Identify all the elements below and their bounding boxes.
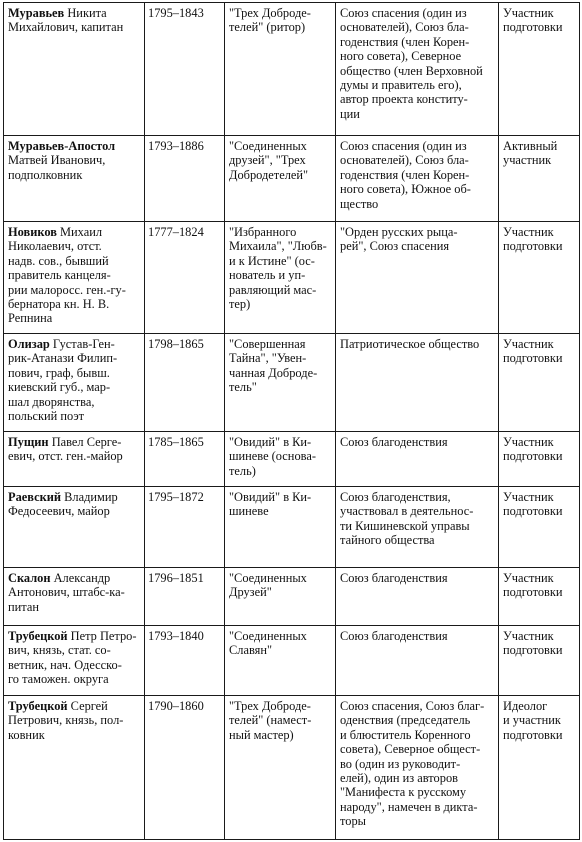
person-name-rank: Петр Петро- вич, князь, стат. со- ветник, нач. Одесско- го таможен. округа bbox=[8, 629, 137, 687]
decembrists-table bbox=[3, 2, 580, 840]
life-years-cell: 1798–1865 bbox=[145, 334, 225, 432]
person-surname: Новиков bbox=[8, 225, 57, 239]
person-cell bbox=[4, 626, 145, 696]
person-name-rank: Никита Михайлович, капитан bbox=[8, 6, 124, 35]
role-cell: Участник подготовки bbox=[499, 3, 580, 136]
secret-societies-cell: Союз спасения (один из основателей), Союз бла- годенствия (член Корен- ного совета), Северное общество (член Верховной думы и правитель его), автор проекта конститу- ции bbox=[336, 3, 499, 136]
person-cell bbox=[4, 568, 145, 626]
person-name-rank: Павел Серге- евич, отст. ген.-майор bbox=[8, 435, 123, 464]
person-name-rank: Владимир Федосеевич, майор bbox=[8, 490, 118, 519]
secret-societies-cell: "Орден русских рыца- рей", Союз спасения bbox=[336, 222, 499, 334]
masonic-lodges-cell: "Овидий" в Ки- шиневе bbox=[225, 487, 336, 568]
role-cell: Участник подготовки bbox=[499, 487, 580, 568]
table-row bbox=[4, 487, 580, 568]
masonic-lodges-cell: "Совершенная Тайна", "Увен- чанная Доброде- тель" bbox=[225, 334, 336, 432]
person-cell bbox=[4, 222, 145, 334]
person-surname: Раевский bbox=[8, 490, 62, 504]
role-cell: Участник подготовки bbox=[499, 626, 580, 696]
person-name-rank: Матвей Иванович, подполковник bbox=[8, 153, 106, 182]
life-years-cell: 1785–1865 bbox=[145, 432, 225, 487]
life-years-cell: 1790–1860 bbox=[145, 696, 225, 840]
person-surname: Скалон bbox=[8, 571, 51, 585]
person-name-rank: Сергей Петрович, князь, пол- ковник bbox=[8, 699, 124, 742]
person-cell bbox=[4, 136, 145, 222]
role-cell: Участник подготовки bbox=[499, 222, 580, 334]
secret-societies-cell: Патриотическое общество bbox=[336, 334, 499, 432]
person-cell bbox=[4, 432, 145, 487]
table-row bbox=[4, 696, 580, 840]
person-surname: Муравьев-Апостол bbox=[8, 139, 116, 153]
person-surname: Пущин bbox=[8, 435, 49, 449]
person-cell bbox=[4, 334, 145, 432]
table-row bbox=[4, 136, 580, 222]
secret-societies-cell: Союз спасения, Союз благ- оденствия (председатель и блюститель Коренного совета), Северное общест- во (один из руководит- елей), один из авторов "Манифеста к русскому народу", намечен в дикта- торы bbox=[336, 696, 499, 840]
secret-societies-cell: Союз благоденствия bbox=[336, 626, 499, 696]
role-cell: Участник подготовки bbox=[499, 568, 580, 626]
secret-societies-cell: Союз спасения (один из основателей), Союз бла- годенствия (член Корен- ного совета), Южное об- щество bbox=[336, 136, 499, 222]
secret-societies-cell: Союз благоденствия bbox=[336, 432, 499, 487]
life-years-cell: 1795–1843 bbox=[145, 3, 225, 136]
masonic-lodges-cell: "Соединенных Славян" bbox=[225, 626, 336, 696]
person-surname: Трубецкой bbox=[8, 699, 68, 713]
table-row bbox=[4, 3, 580, 136]
life-years-cell: 1793–1886 bbox=[145, 136, 225, 222]
life-years-cell: 1795–1872 bbox=[145, 487, 225, 568]
masonic-lodges-cell: "Овидий" в Ки- шиневе (основа- тель) bbox=[225, 432, 336, 487]
person-cell bbox=[4, 487, 145, 568]
person-surname: Трубецкой bbox=[8, 629, 68, 643]
person-name-rank: Густав-Ген- рик-Атанази Филип- пович, граф, бывш. киевский губ., мар- шал дворянства, польский поэт bbox=[8, 337, 118, 424]
table-row bbox=[4, 222, 580, 334]
table-row bbox=[4, 568, 580, 626]
masonic-lodges-cell: "Соединенных Друзей" bbox=[225, 568, 336, 626]
person-surname: Муравьев bbox=[8, 6, 65, 20]
person-cell bbox=[4, 3, 145, 136]
table-row bbox=[4, 626, 580, 696]
person-cell bbox=[4, 696, 145, 840]
person-name-rank: Александр Антонович, штабс-ка- питан bbox=[8, 571, 125, 614]
table-row bbox=[4, 334, 580, 432]
person-surname: Олизар bbox=[8, 337, 50, 351]
life-years-cell: 1793–1840 bbox=[145, 626, 225, 696]
secret-societies-cell: Союз благоденствия, участвовал в деятельнос- ти Кишиневской управы тайного общества bbox=[336, 487, 499, 568]
role-cell: Активный участник bbox=[499, 136, 580, 222]
role-cell: Участник подготовки bbox=[499, 334, 580, 432]
table-row bbox=[4, 432, 580, 487]
role-cell: Идеолог и участник подготовки bbox=[499, 696, 580, 840]
secret-societies-cell: Союз благоденствия bbox=[336, 568, 499, 626]
life-years-cell: 1796–1851 bbox=[145, 568, 225, 626]
role-cell: Участник подготовки bbox=[499, 432, 580, 487]
person-name-rank: Михаил Николаевич, отст. надв. сов., бывший правитель канцеля- рии малоросс. ген.-гу- бернатора кн. Н. В. Репнина bbox=[8, 225, 126, 326]
masonic-lodges-cell: "Трех Доброде- телей" (намест- ный мастер) bbox=[225, 696, 336, 840]
life-years-cell: 1777–1824 bbox=[145, 222, 225, 334]
masonic-lodges-cell: "Соединенных друзей", "Трех Добродетелей" bbox=[225, 136, 336, 222]
masonic-lodges-cell: "Трех Доброде- телей" (ритор) bbox=[225, 3, 336, 136]
masonic-lodges-cell: "Избранного Михаила", "Любв- и к Истине" (ос- нователь и уп- равляющий мас- тер) bbox=[225, 222, 336, 334]
